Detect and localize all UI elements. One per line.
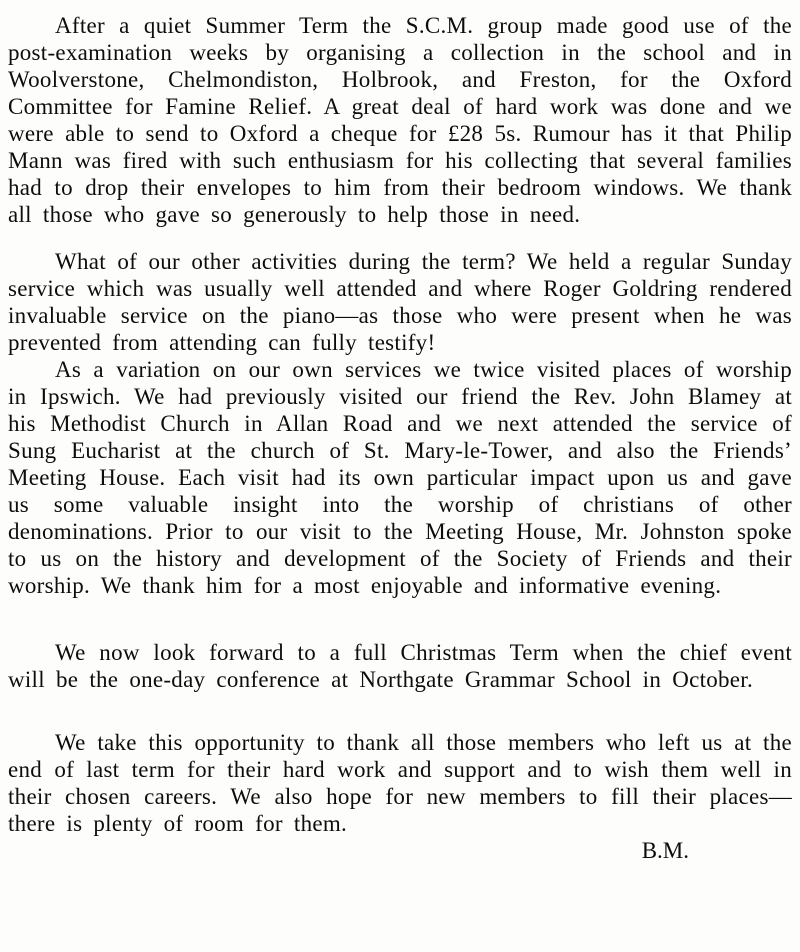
paragraph-thanks-to-leavers: We take this opportunity to thank all those members who left us at the end of last term for their hard work and support and to wish them well in their chosen careers. We also hope for new members to fill their places—there is plenty of room for them. bbox=[8, 730, 792, 836]
paragraph-ipswich-visits: As a variation on our own services we twice visited places of worship in Ipswich. We had previously visited our friend the Rev. John Blamey at his Methodist Church in Allan Road and we next attended the service of Sung Eucharist at the church of St. Mary-le-Tower, and also the Friends’ Meeting House. Each visit had its own particular impact upon us and gave us some valuable insight into the worship of christians of other denominations. Prior to our visit to the Meeting House, Mr. Johnston spoke to us on the history and development of the Society of Friends and their worship. We thank him for a most enjoyable and informative evening. bbox=[8, 357, 792, 598]
paragraph-christmas-term: We now look forward to a full Christmas Term when the chief event will be the one-day conference at Northgate Grammar School in October. bbox=[8, 640, 792, 692]
signature-initials: B.M. bbox=[641, 838, 689, 863]
paragraph-sunday-service: What of our other activities during the term? We held a regular Sunday service which was usually well attended and where Roger Goldring rendered invaluable service on the piano—as those who were present when he was prevented from attending can fully testify! bbox=[8, 249, 792, 355]
paragraph-famine-relief-collection: After a quiet Summer Term the S.C.M. group made good use of the post-examination weeks by organising a collection in the school and in Woolverstone, Chelmondiston, Holbrook, and Freston, for the Oxford Committee for Famine Relief. A great deal of hard work was done and we were able to send to Oxford a cheque for £28 5s. Rumour has it that Philip Mann was fired with such enthusiasm for his collecting that several families had to drop their envelopes to him from their bedroom windows. We thank all those who gave so generously to help those in need. bbox=[8, 13, 792, 227]
